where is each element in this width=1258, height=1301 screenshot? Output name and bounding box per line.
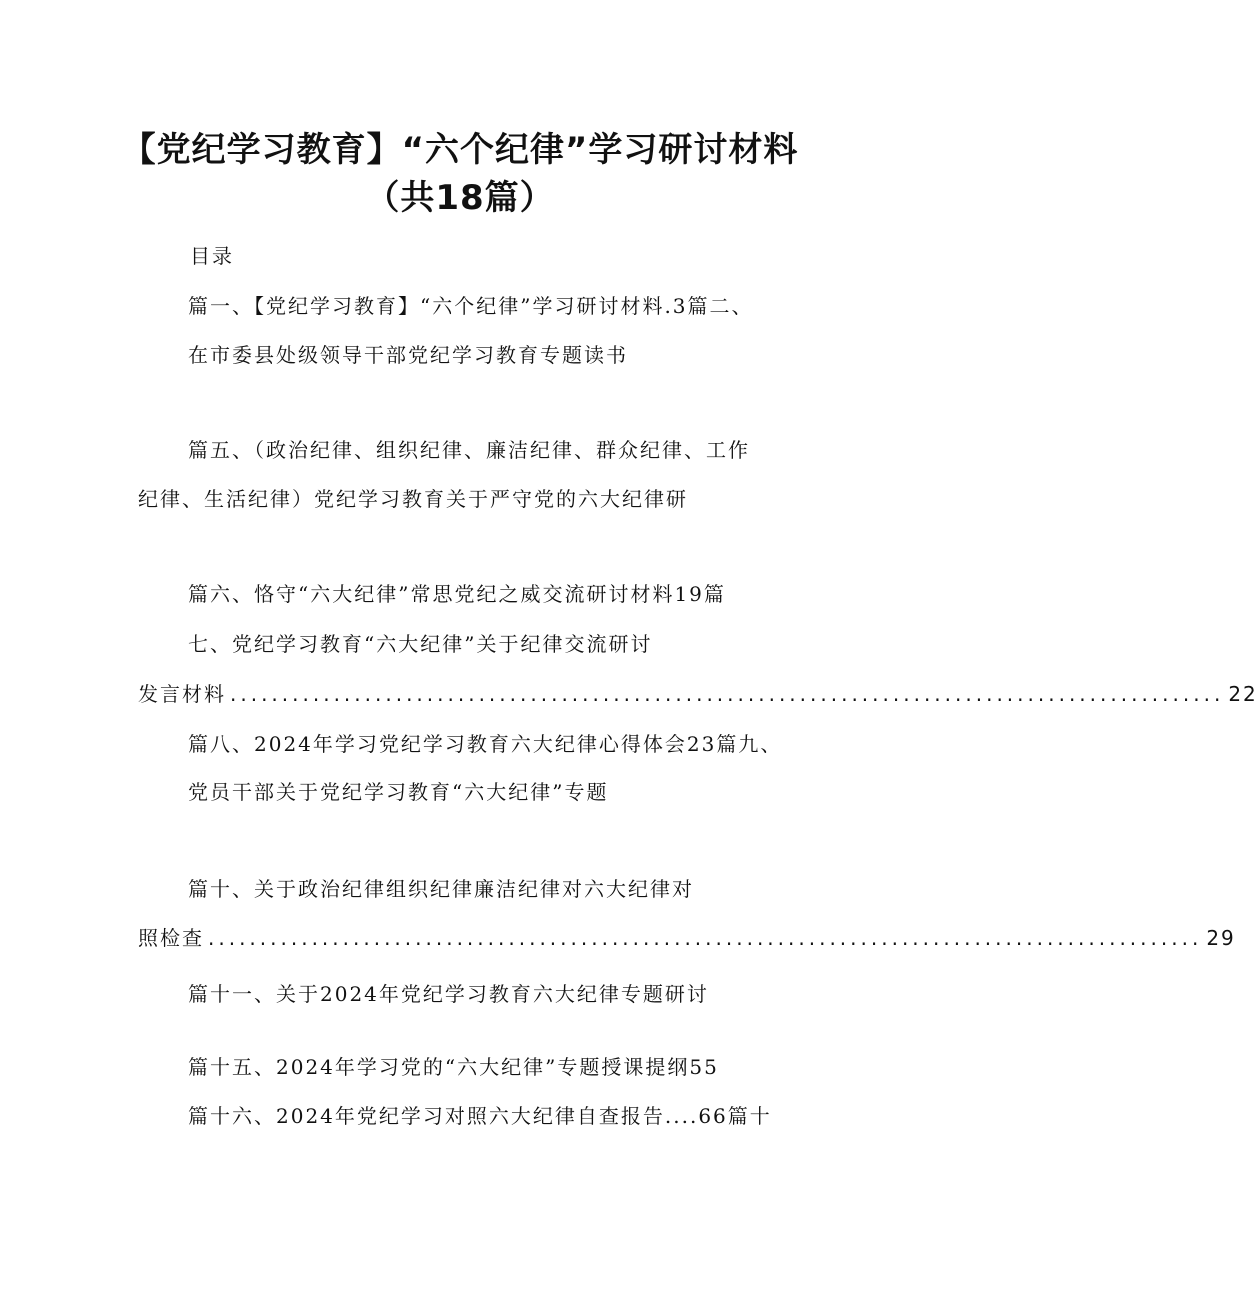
toc-line: 篇十一、关于2024年党纪学习教育六大纪律专题研讨 <box>188 982 709 1006</box>
toc-leader-entry <box>138 924 1236 952</box>
toc-leader-entry <box>138 680 1258 708</box>
document-title-line-1: 【党纪学习教育】“六个纪律”学习研讨材料 <box>121 130 799 170</box>
toc-leader-text: 照检查 <box>138 926 204 950</box>
toc-line: 篇十六、2024年党纪学习对照六大纪律自查报告....66篇十 <box>188 1104 772 1128</box>
dot-leader: ................................................................................................ <box>230 682 1225 706</box>
toc-line: 篇五、（政治纪律、组织纪律、廉洁纪律、群众纪律、工作 <box>188 438 750 462</box>
toc-line: 在市委县处级领导干部党纪学习教育专题读书 <box>188 343 628 367</box>
toc-line: 纪律、生活纪律）党纪学习教育关于严守党的六大纪律研 <box>138 487 688 511</box>
toc-line: 篇十五、2024年学习党的“六大纪律”专题授课提纲55 <box>188 1055 719 1079</box>
toc-heading: 目录 <box>190 244 234 268</box>
dot-leader: ................................................................................................ <box>208 926 1203 950</box>
toc-page-number: 29 <box>1206 926 1236 950</box>
toc-page-number: 22 <box>1228 682 1258 706</box>
toc-line: 党员干部关于党纪学习教育“六大纪律”专题 <box>188 780 609 804</box>
toc-line: 篇一、【党纪学习教育】“六个纪律”学习研讨材料.3篇二、 <box>188 294 754 318</box>
toc-line: 篇六、恪守“六大纪律”常思党纪之威交流研讨材料19篇 <box>188 582 726 606</box>
toc-leader-text: 发言材料 <box>138 682 226 706</box>
toc-line: 篇八、2024年学习党纪学习教育六大纪律心得体会23篇九、 <box>188 732 783 756</box>
toc-line: 七、党纪学习教育“六大纪律”关于纪律交流研讨 <box>188 632 653 656</box>
toc-line: 篇十、关于政治纪律组织纪律廉洁纪律对六大纪律对 <box>188 877 694 901</box>
document-title-line-2: （共18篇） <box>365 178 555 218</box>
